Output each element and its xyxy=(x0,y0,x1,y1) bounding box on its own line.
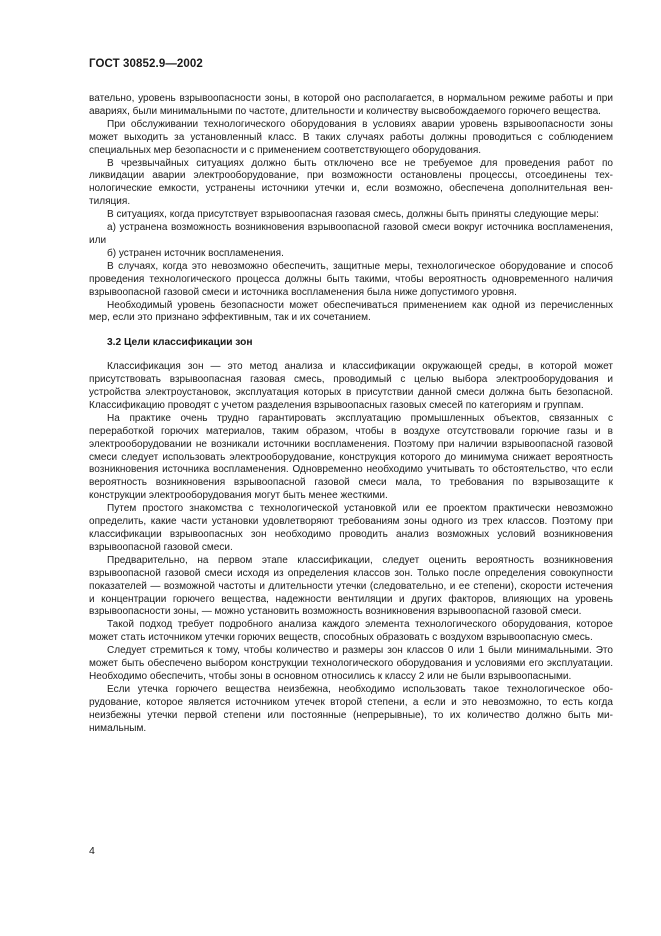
paragraph: В ситуациях, когда присутствует взрывоопасная газовая смесь, должны быть приняты следующие меры: xyxy=(107,209,599,221)
paragraph: Если утечка горючего вещества неизбежна, необходимо использовать такое технологическое оборудование, которое является источником утечек второй степени, а если и это невозможно, то есть когда неизбежны утечки первой степени или постоянные (непрерывные), то их количество должно быть минимальным. xyxy=(89,683,613,734)
paragraph: При обслуживании технологического оборудования в условиях аварии уровень взрывоопасности зоны может выходить за установленный класс. В таких случаях работы должны проводиться с соблюдением специальных мер безопасности и с применением соответствующего оборудования. xyxy=(89,118,613,156)
paragraph: Такой подход требует подробного анализа каждого элемента технологического оборудования, которое может стать источником утечки горючих веществ, способных образовать с воздухом взрывоопасную смесь. xyxy=(89,619,613,644)
section-heading: 3.2 Цели классификации зон xyxy=(107,337,253,349)
paragraph: а) устранена возможность возникновения взрывоопасной газовой смеси вокруг источника воспламенения, или xyxy=(89,222,613,246)
paragraph: Предварительно, на первом этапе классификации, следует оценить вероятность возникновения взрывоопасной газовой смеси исходя из определения классов зон. Только после определения совокупности показателей — возможной частоты и длительности утечки (следовательно, и ее степени), скорости истечения и концентрации горючего вещества, надежности вентиляции и других факторов, влияющих на уровень взрывоопасности зоны, — можно установить возможность возникновения взрывоопасной газовой смеси. xyxy=(89,554,613,618)
paragraph: Необходимый уровень безопасности может обеспечиваться применением как одной из перечисленных мер, если это признано эффективным, так и их сочетанием. xyxy=(89,299,613,324)
document-header: ГОСТ 30852.9—2002 xyxy=(89,58,203,70)
paragraph: вательно, уровень взрывоопасности зоны, в которой оно располагается, в нормальном режиме работы и при авариях, были минимальными по частоте, длительности и количеству высвобождаемого горючего вещества. xyxy=(89,93,613,117)
paragraph: В чрезвычайных ситуациях должно быть отключено все не требуемое для проведения работ по ликвидации аварии электрооборудование, при возможности остановлены процессы, отсоединены технологические емкости, устранены источники утечки и, если возможно, обеспечена дополнительная вентиляция. xyxy=(89,157,613,208)
paragraph: В случаях, когда это невозможно обеспечить, защитные меры, технологическое оборудование и способ проведения технологического процесса должны быть такими, чтобы вероятность одновременного наличия взрывоопасной газовой смеси и источника воспламенения была ниже допустимого уровня. xyxy=(89,260,613,298)
section-intro-text xyxy=(89,93,613,325)
paragraph: Путем простого знакомства с технологической установкой или ее проектом практически невозможно определить, какие части установки удовлетворяют требованиям зоны одного из трех классов. Поэтому при классификации взрывоопасных зон необходимо проводить анализ возможных условий возникновения взрывоопасной газовой смеси. xyxy=(89,503,613,553)
paragraph: Классификация зон — это метод анализа и классификации окружающей среды, в которой может присутствовать взрывоопасная газовая смесь, проводимый с целью выбора электрооборудования и устройства электроустановок, эксплуатация которых в присутствии данной смеси должна быть безопасной. Классификацию проводят с учетом разделения взрывоопасных газовых смесей по категориям и группам. xyxy=(89,361,613,411)
paragraph: Следует стремиться к тому, чтобы количество и размеры зон классов 0 или 1 были минимальными. Это может быть обеспечено выбором конструкции технологического оборудования и условиями его эксплуатации. Необходимо обеспечить, чтобы зоны в основном относились к классу 2 или не были взрывоопасными. xyxy=(89,645,613,682)
paragraph: б) устранен источник воспламенения. xyxy=(107,247,284,259)
section-zone-classification-text xyxy=(89,361,613,735)
page-number: 4 xyxy=(89,845,95,857)
document-body xyxy=(89,93,613,736)
paragraph: На практике очень трудно гарантировать эксплуатацию промышленных объектов, связанных с переработкой горючих материалов, таким образом, чтобы в воздухе отсутствовали горючие газы и в электрооборудовании не возникали источники воспламенения. Поэтому при наличии взрывоопасной газовой смеси следует использовать электрооборудование, конструкция которого до минимума снижает вероятность возникновения источника воспламенения. Одновременно необходимо учитывать то обстоятельство, что если вероятность возникновения взрывоопасной газовой смеси мала, то требования по взрывозащите к конструкции электрооборудования могут быть менее жесткими. xyxy=(89,412,613,502)
